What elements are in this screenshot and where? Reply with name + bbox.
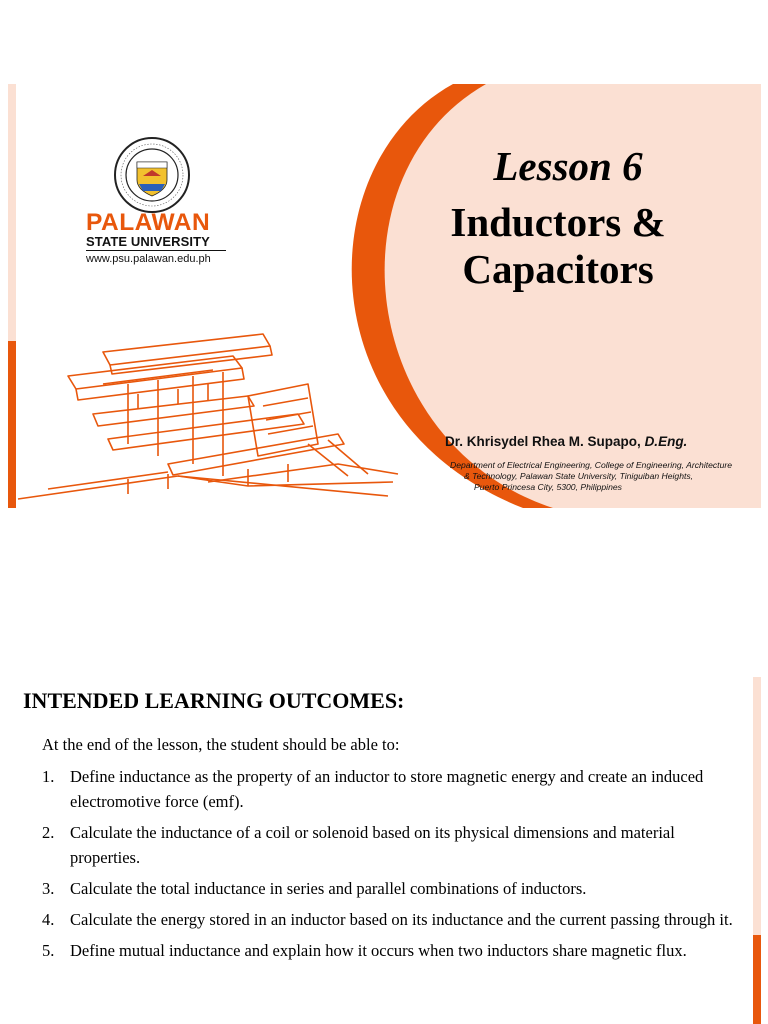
title-slide bbox=[8, 84, 761, 508]
university-subtitle: STATE UNIVERSITY bbox=[86, 235, 226, 251]
list-item-text: Define inductance as the property of an inductor to store magnetic energy and create an induced electromotive force (emf). bbox=[70, 767, 704, 811]
department-line-2: & Technology, Palawan State University, Tiniguiban Heights, bbox=[464, 471, 694, 481]
outcomes-heading: INTENDED LEARNING OUTCOMES: bbox=[23, 688, 405, 713]
lesson-number: Lesson 6 bbox=[493, 143, 643, 189]
author-name: Dr. Khrisydel Rhea M. Supapo, bbox=[445, 434, 641, 449]
lesson-title-line-2: Capacitors bbox=[462, 246, 654, 292]
right-accent-strip-light bbox=[753, 677, 761, 935]
lesson-title-line-1: Inductors & bbox=[450, 199, 666, 245]
outcomes-intro: At the end of the lesson, the student should be able to: bbox=[42, 735, 400, 754]
list-item-text: Calculate the energy stored in an inductor based on its inductance and the current passing through it. bbox=[70, 910, 733, 929]
lesson-title bbox=[408, 199, 708, 293]
department-line-3: Puerto Princesa City, 5300, Philippines bbox=[474, 482, 622, 492]
author-degree: D.Eng. bbox=[644, 434, 688, 449]
outcomes-list bbox=[42, 764, 742, 969]
list-item-number: 1. bbox=[42, 767, 55, 786]
list-item bbox=[42, 820, 742, 870]
university-seal-icon bbox=[113, 136, 191, 214]
list-item bbox=[42, 907, 742, 932]
list-item-number: 2. bbox=[42, 823, 55, 842]
list-item-text: Calculate the inductance of a coil or solenoid based on its physical dimensions and material properties. bbox=[70, 823, 675, 867]
university-name: PALAWAN bbox=[86, 209, 211, 236]
list-item-number: 4. bbox=[42, 910, 55, 929]
list-item-text: Calculate the total inductance in series and parallel combinations of inductors. bbox=[70, 879, 587, 898]
list-item-text: Define mutual inductance and explain how it occurs when two inductors share magnetic flux. bbox=[70, 941, 687, 960]
list-item bbox=[42, 938, 742, 963]
building-illustration bbox=[18, 334, 398, 499]
author-line bbox=[445, 434, 755, 450]
learning-outcomes-slide bbox=[8, 677, 761, 1024]
list-item bbox=[42, 876, 742, 901]
list-item bbox=[42, 764, 742, 814]
department-affiliation bbox=[450, 460, 760, 493]
right-accent-strip-orange bbox=[753, 935, 761, 1024]
department-line-1: Department of Electrical Engineering, College of Engineering, Architecture bbox=[450, 460, 732, 470]
list-item-number: 5. bbox=[42, 941, 55, 960]
university-url: www.psu.palawan.edu.ph bbox=[86, 253, 211, 265]
list-item-number: 3. bbox=[42, 879, 55, 898]
